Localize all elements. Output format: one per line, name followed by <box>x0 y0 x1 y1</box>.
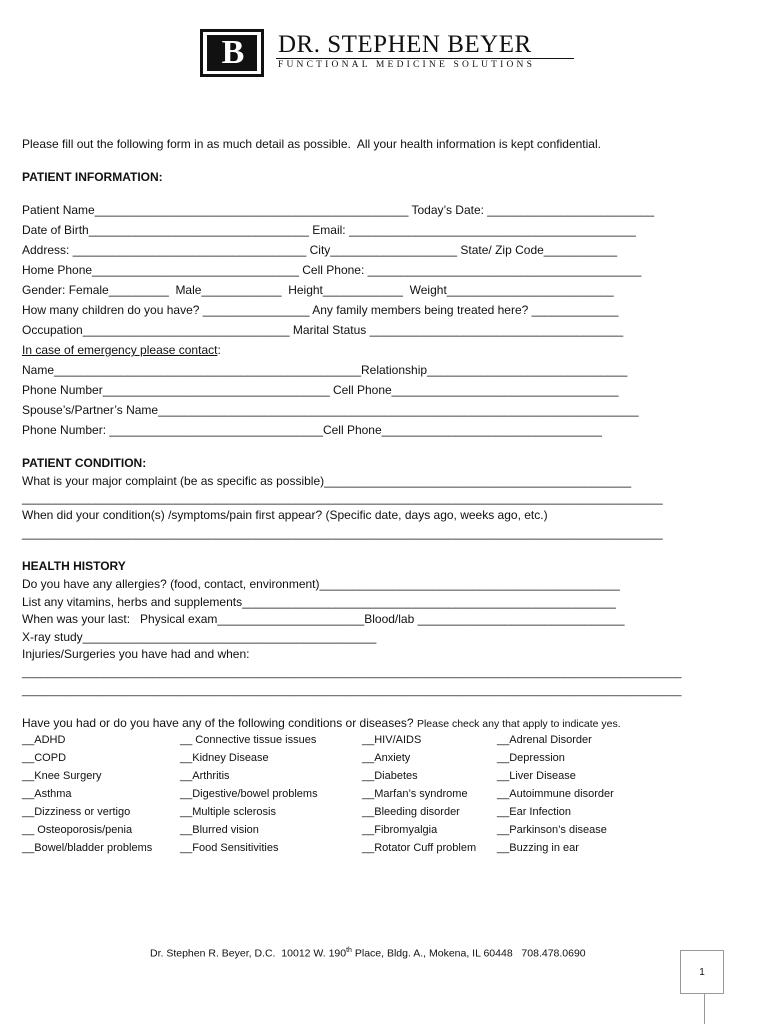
condition-item[interactable]: __Rotator Cuff problem <box>362 842 477 854</box>
condition-item[interactable]: __Anxiety <box>362 752 411 764</box>
form-line-patient-name[interactable]: Patient Name_______________________________________________ Today’s Date: _________________________ <box>22 203 655 217</box>
condition-item[interactable]: __Autoimmune disorder <box>497 788 614 800</box>
condition-item[interactable]: __Knee Surgery <box>22 770 102 782</box>
form-line-xray[interactable]: X-ray study____________________________________________ <box>22 630 377 644</box>
condition-item[interactable]: __Dizziness or vertigo <box>22 806 131 818</box>
form-line-injuries-1[interactable]: __________________________________________________________________________________________________________ <box>22 667 682 679</box>
intro-text: Please fill out the following form in as much detail as possible. All your health information is kept confidential. <box>22 137 601 151</box>
emergency-contact-heading <box>22 343 221 357</box>
logo-mark: B <box>207 35 257 71</box>
condition-item[interactable]: __ Osteoporosis/penia <box>22 824 133 836</box>
page-number: 1 <box>680 950 724 994</box>
patient-condition-heading: PATIENT CONDITION: <box>22 456 147 470</box>
condition-item[interactable]: __Fibromyalgia <box>362 824 438 836</box>
condition-item[interactable]: __Liver Disease <box>497 770 576 782</box>
form-line-major-complaint[interactable]: What is your major complaint (be as specific as possible)______________________________________________ <box>22 474 632 488</box>
form-line-children[interactable]: How many children do you have? ________________ Any family members being treated here? _____________ <box>22 303 619 317</box>
form-line-spouse-phone[interactable]: Phone Number: ________________________________Cell Phone_________________________________ <box>22 423 602 437</box>
condition-item[interactable]: __COPD <box>22 752 67 764</box>
form-line-address[interactable]: Address: ___________________________________ City___________________ State/ Zip Code___________ <box>22 243 618 257</box>
form-line-injuries-label: Injuries/Surgeries you have had and when: <box>22 647 250 661</box>
form-line-onset-question: When did your condition(s) /symptoms/pain first appear? (Specific date, days ago, weeks ago, etc.) <box>22 508 548 522</box>
condition-item[interactable]: __Marfan’s syndrome <box>362 788 468 800</box>
condition-item[interactable]: __Bowel/bladder problems <box>22 842 153 854</box>
footer-address-pre: Dr. Stephen R. Beyer, D.C. 10012 W. 190 <box>150 947 347 960</box>
condition-item[interactable]: __Parkinson’s disease <box>497 824 607 836</box>
form-line-spouse-name[interactable]: Spouse’s/Partner’s Name________________________________________________________________________ <box>22 403 639 417</box>
conditions-instruction: Please check any that apply to indicate yes. <box>416 718 621 730</box>
condition-item[interactable]: __Ear Infection <box>497 806 571 818</box>
conditions-question <box>22 716 621 731</box>
condition-item[interactable]: __Arthritis <box>180 770 230 782</box>
page-marker-line <box>704 994 705 1024</box>
form-line-vitamins[interactable]: List any vitamins, herbs and supplements________________________________________________________ <box>22 595 616 609</box>
footer-address-post: Place, Bldg. A., Mokena, IL 60448 708.478.0690 <box>351 947 586 960</box>
condition-item[interactable]: __ADHD <box>22 734 66 746</box>
conditions-question-text: Have you had or do you have any of the following conditions or diseases? <box>22 716 414 730</box>
form-line-phone[interactable]: Home Phone_______________________________ Cell Phone: _________________________________________ <box>22 263 642 277</box>
form-line-onset-answer[interactable]: ________________________________________________________________________________________________ <box>22 526 663 540</box>
condition-item[interactable]: __Blurred vision <box>180 824 259 836</box>
form-line-gender[interactable]: Gender: Female_________ Male____________ Height____________ Weight_________________________ <box>22 283 614 297</box>
condition-item[interactable]: __Bleeding disorder <box>362 806 460 818</box>
form-line-dob-email[interactable]: Date of Birth_________________________________ Email: ___________________________________________ <box>22 223 636 237</box>
form-line-emergency-name[interactable]: Name______________________________________________Relationship______________________________ <box>22 363 628 377</box>
condition-item[interactable]: __Kidney Disease <box>180 752 269 764</box>
practice-subtitle: FUNCTIONAL MEDICINE SOLUTIONS <box>278 60 536 70</box>
condition-item[interactable]: __Digestive/bowel problems <box>180 788 318 800</box>
patient-info-heading: PATIENT INFORMATION: <box>22 170 163 184</box>
condition-item[interactable]: __Asthma <box>22 788 72 800</box>
emergency-heading-text: In case of emergency please contact <box>22 343 218 357</box>
condition-item[interactable]: __Adrenal Disorder <box>497 734 592 746</box>
condition-item[interactable]: __Food Sensitivities <box>180 842 279 854</box>
form-line-complaint-continued[interactable]: ________________________________________________________________________________________________ <box>22 491 663 505</box>
logo-divider <box>276 58 574 59</box>
form-line-injuries-2[interactable]: __________________________________________________________________________________________________________ <box>22 685 682 697</box>
form-line-occupation[interactable]: Occupation_______________________________ Marital Status ______________________________________ <box>22 323 624 337</box>
footer-address <box>150 947 586 960</box>
condition-item[interactable]: __Multiple sclerosis <box>180 806 276 818</box>
condition-item[interactable]: __ Connective tissue issues <box>180 734 317 746</box>
practice-name: DR. STEPHEN BEYER <box>278 31 532 58</box>
emergency-heading-colon: : <box>217 343 221 357</box>
condition-item[interactable]: __Buzzing in ear <box>497 842 579 854</box>
footer-address-sup: th <box>346 947 352 954</box>
condition-item[interactable]: __HIV/AIDS <box>362 734 422 746</box>
health-history-heading: HEALTH HISTORY <box>22 559 126 573</box>
condition-item[interactable]: __Depression <box>497 752 565 764</box>
form-line-emergency-phone[interactable]: Phone Number__________________________________ Cell Phone__________________________________ <box>22 383 619 397</box>
form-line-last-exam[interactable]: When was your last: Physical exam______________________Blood/lab _______________________________ <box>22 612 625 626</box>
form-line-allergies[interactable]: Do you have any allergies? (food, contact, environment)_____________________________________________ <box>22 577 620 591</box>
condition-item[interactable]: __Diabetes <box>362 770 418 782</box>
logo <box>200 29 264 77</box>
